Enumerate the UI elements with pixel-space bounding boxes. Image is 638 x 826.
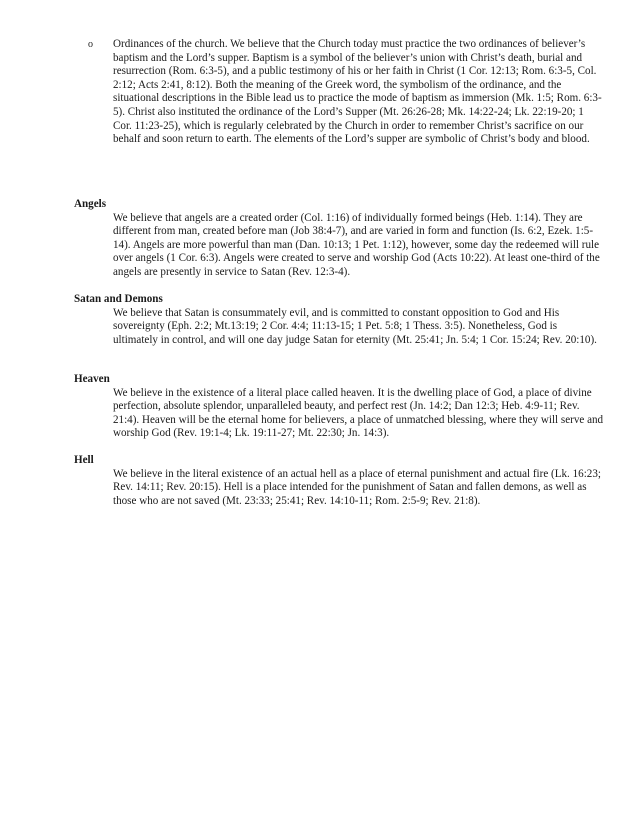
ordinances-paragraph: Ordinances of the church. We believe that the Church today must practice the two ordinances of believer’s baptism and the Lord’s supper. Baptism is a symbol of the believer’s union with Christ’s death, burial and resurrection (Rom. 6:3-5), and a public testimony of his or her faith in Christ (1 Cor. 12:13; Rom. 6:3-5, Col. 2:12; Acts 2:41, 8:12). Both the meaning of the Greek word, the symbolism of the ordinance, and the situational descriptions in the Bible lead us to practice the mode of baptism as immersion (Mk. 1:5; Rom. 6:3-5). Christ also instituted the ordinance of the Lord’s Supper (Mt. 26:26-28; Mk. 14:22-24; Lk. 22:19-20; 1 Cor. 11:23-25), which is regularly celebrated by the Church in order to remember Christ’s sacrifice on our behalf and soon return to earth. The elements of the Lord’s supper are symbolic of Christ’s body and blood.: [113, 38, 602, 146]
section-heading-angels: Angels: [74, 198, 107, 210]
section-body-satan-and-demons: We believe that Satan is consummately evil, and is committed to constant opposition to God and His sovereignty (Eph. 2:2; Mt.13:19; 2 Cor. 4:4; 11:13-15; 1 Pet. 5:8; 1 Thess. 3:5). Nonetheless, God is ultimately in control, and will one day judge Satan for eternity (Mt. 25:41; Jn. 5:4; 1 Cor. 15:24; Rev. 20:10).: [113, 306, 597, 346]
bullet-marker: o: [88, 39, 93, 50]
section-angels: [74, 198, 604, 280]
section-satan-and-demons: [74, 293, 604, 347]
section-body-angels: We believe that angels are a created order (Col. 1:16) of individually formed beings (Heb. 1:14). They are different from man, created before man (Job 38:4-7), and are varied in form and function (Is. 6:2, Ezek. 1:5-14). Angels are more powerful than man (Dan. 10:13; 1 Pet. 1:12), however, some day the redeemed will rule over angels (1 Cor. 6:3). Angels were created to serve and worship God (Acts 10:22). At least one-third of the angels are presently in service to Satan (Rev. 12:3-4).: [113, 211, 600, 278]
section-hell: [74, 454, 604, 508]
section-heading-hell: Hell: [74, 454, 94, 466]
section-heading-heaven: Heaven: [74, 373, 110, 385]
section-heading-satan-and-demons: Satan and Demons: [74, 293, 163, 305]
section-body-heaven: We believe in the existence of a literal place called heaven. It is the dwelling place of God, a place of divine perfection, absolute splendor, unparalleled beauty, and perfect rest (Jn. 14:2; Dan 12:3; Heb. 4:9-11; Rev. 21:4). Heaven will be the eternal home for believers, a place of unmatched blessing, where they will serve and worship God (Rev. 19:1-4; Lk. 19:11-27; Mt. 22:30; Jn. 14:3).: [113, 386, 604, 440]
section-body-hell: We believe in the literal existence of an actual hell as a place of eternal punishment and actual fire (Lk. 16:23; Rev. 14:11; Rev. 20:15). Hell is a place intended for the punishment of Satan and fallen demons, as well as those who are not saved (Mt. 23:33; 25:41; Rev. 14:10-11; Rom. 2:5-9; Rev. 21:8).: [113, 467, 601, 507]
section-heaven: [74, 373, 604, 441]
